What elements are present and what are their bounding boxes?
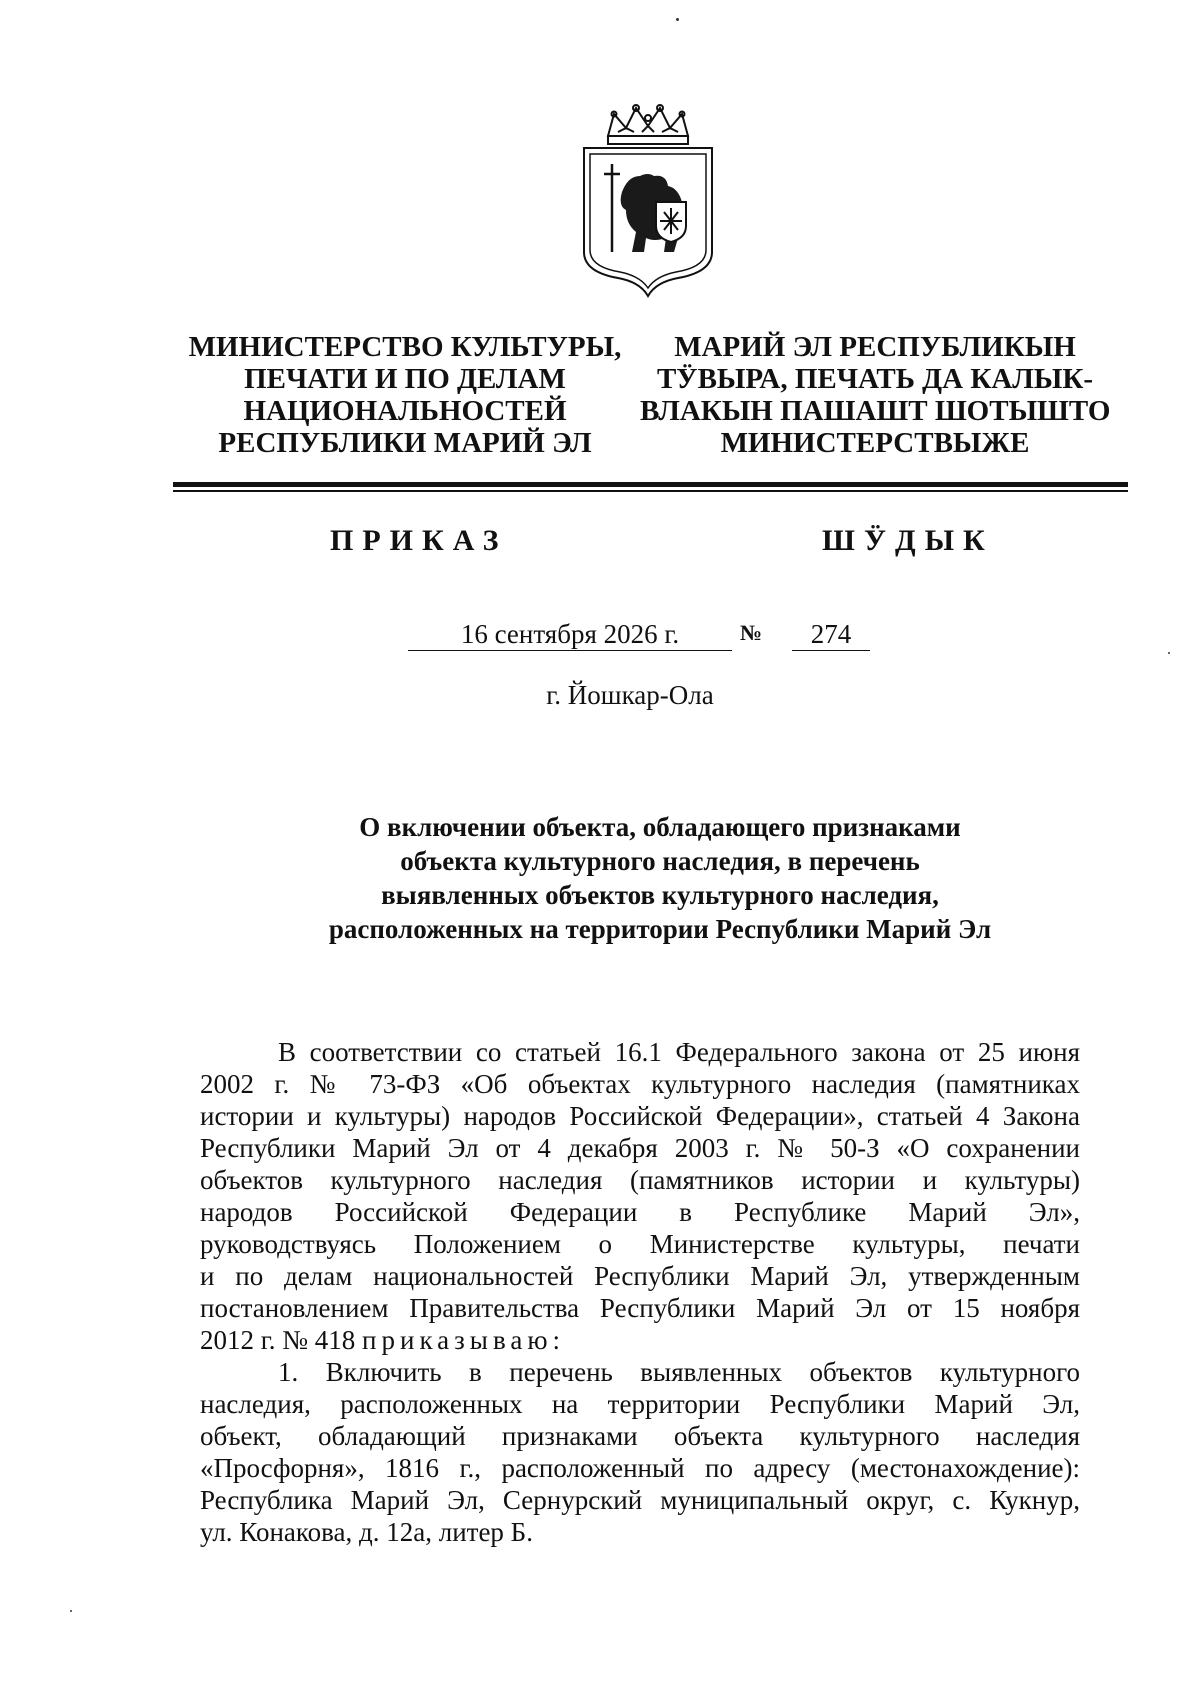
ministry-name-russian bbox=[170, 331, 640, 459]
order-verb: приказываю: bbox=[362, 1325, 565, 1355]
scan-speck bbox=[70, 1610, 72, 1612]
city-name: г. Йошкар-Ола bbox=[546, 680, 714, 710]
preamble-paragraph bbox=[200, 1036, 1080, 1356]
doc-type-mari: ШӰДЫК bbox=[822, 524, 994, 557]
body-line: руководствуясь Положением о Министерстве культуры, печати bbox=[200, 1229, 1080, 1259]
ministry-name-line: ТӰВЫРА, ПЕЧАТЬ ДА КАЛЫК- bbox=[656, 363, 1094, 395]
body-line: Республика Марий Эл, Сернурский муниципальный округ, с. Кукнур, bbox=[200, 1485, 1080, 1515]
ministry-name-line: РЕСПУБЛИКИ МАРИЙ ЭЛ bbox=[218, 427, 592, 459]
body-line: и по делам национальностей Республики Марий Эл, утвержденным bbox=[200, 1261, 1080, 1291]
body-line-last bbox=[200, 1324, 1080, 1356]
header-divider-thick bbox=[173, 482, 1128, 487]
title-line: выявленных объектов культурного наследия, bbox=[381, 880, 939, 910]
body-line: ул. Конакова, д. 12а, литер Б. bbox=[200, 1517, 533, 1547]
number-sign: № bbox=[740, 620, 763, 645]
body-line: 2002 г. № 73-ФЗ «Об объектах культурного наследия (памятниках bbox=[200, 1069, 1080, 1099]
header-divider-thin bbox=[173, 490, 1128, 492]
ministry-name-line: НАЦИОНАЛЬНОСТЕЙ bbox=[243, 395, 567, 427]
body-line: объектов культурного наследия (памятников истории и культуры) bbox=[200, 1165, 1080, 1195]
ministry-name-line: ВЛАКЫН ПАШАШТ ШОТЫШТО bbox=[640, 395, 1111, 427]
body-line: Республики Марий Эл от 4 декабря 2003 г. № 50-З «О сохранении bbox=[200, 1133, 1080, 1163]
order-number: 274 bbox=[792, 618, 870, 651]
scan-speck bbox=[676, 18, 679, 21]
title-line: расположенных на территории Республики Марий Эл bbox=[328, 914, 992, 944]
document-title bbox=[200, 810, 1120, 946]
body-line: объект, обладающий признаками объекта культурного наследия bbox=[200, 1421, 1080, 1451]
body-line: В соответствии со статьей 16.1 Федерального закона от 25 июня bbox=[278, 1037, 1080, 1067]
ministry-name-line: МИНИСТЕРСТВЫЖЕ bbox=[720, 427, 1030, 459]
order-reference: 2012 г. № 418 bbox=[200, 1325, 363, 1355]
title-line: объекта культурного наследия, в перечень bbox=[400, 846, 920, 876]
body-line: наследия, расположенных на территории Республики Марий Эл, bbox=[200, 1389, 1080, 1419]
body-line: истории и культуры) народов Российской Федерации», статьей 4 Закона bbox=[200, 1101, 1080, 1131]
document-body bbox=[200, 1036, 1080, 1548]
item-1-paragraph bbox=[200, 1356, 1080, 1548]
body-line: народов Российской Федерации в Республике Марий Эл», bbox=[200, 1197, 1080, 1227]
scan-speck bbox=[1168, 652, 1170, 654]
body-line: постановлением Правительства Республики Марий Эл от 15 ноября bbox=[200, 1293, 1080, 1323]
ministry-name-mari bbox=[640, 331, 1110, 459]
order-date: 16 сентября 2026 г. bbox=[408, 618, 732, 651]
body-line: «Просфорня», 1816 г., расположенный по адресу (местонахождение): bbox=[200, 1453, 1080, 1483]
title-line: О включении объекта, обладающего признаками bbox=[359, 812, 961, 842]
doc-type-russian: ПРИКАЗ bbox=[330, 524, 508, 557]
ministry-name-line: МАРИЙ ЭЛ РЕСПУБЛИКЫН bbox=[674, 331, 1076, 363]
coat-of-arms-emblem bbox=[578, 102, 718, 298]
body-line: 1. Включить в перечень выявленных объектов культурного bbox=[278, 1357, 1080, 1387]
ministry-name-line: ПЕЧАТИ И ПО ДЕЛАМ bbox=[244, 363, 566, 395]
ministry-name-line: МИНИСТЕРСТВО КУЛЬТУРЫ, bbox=[188, 331, 622, 363]
